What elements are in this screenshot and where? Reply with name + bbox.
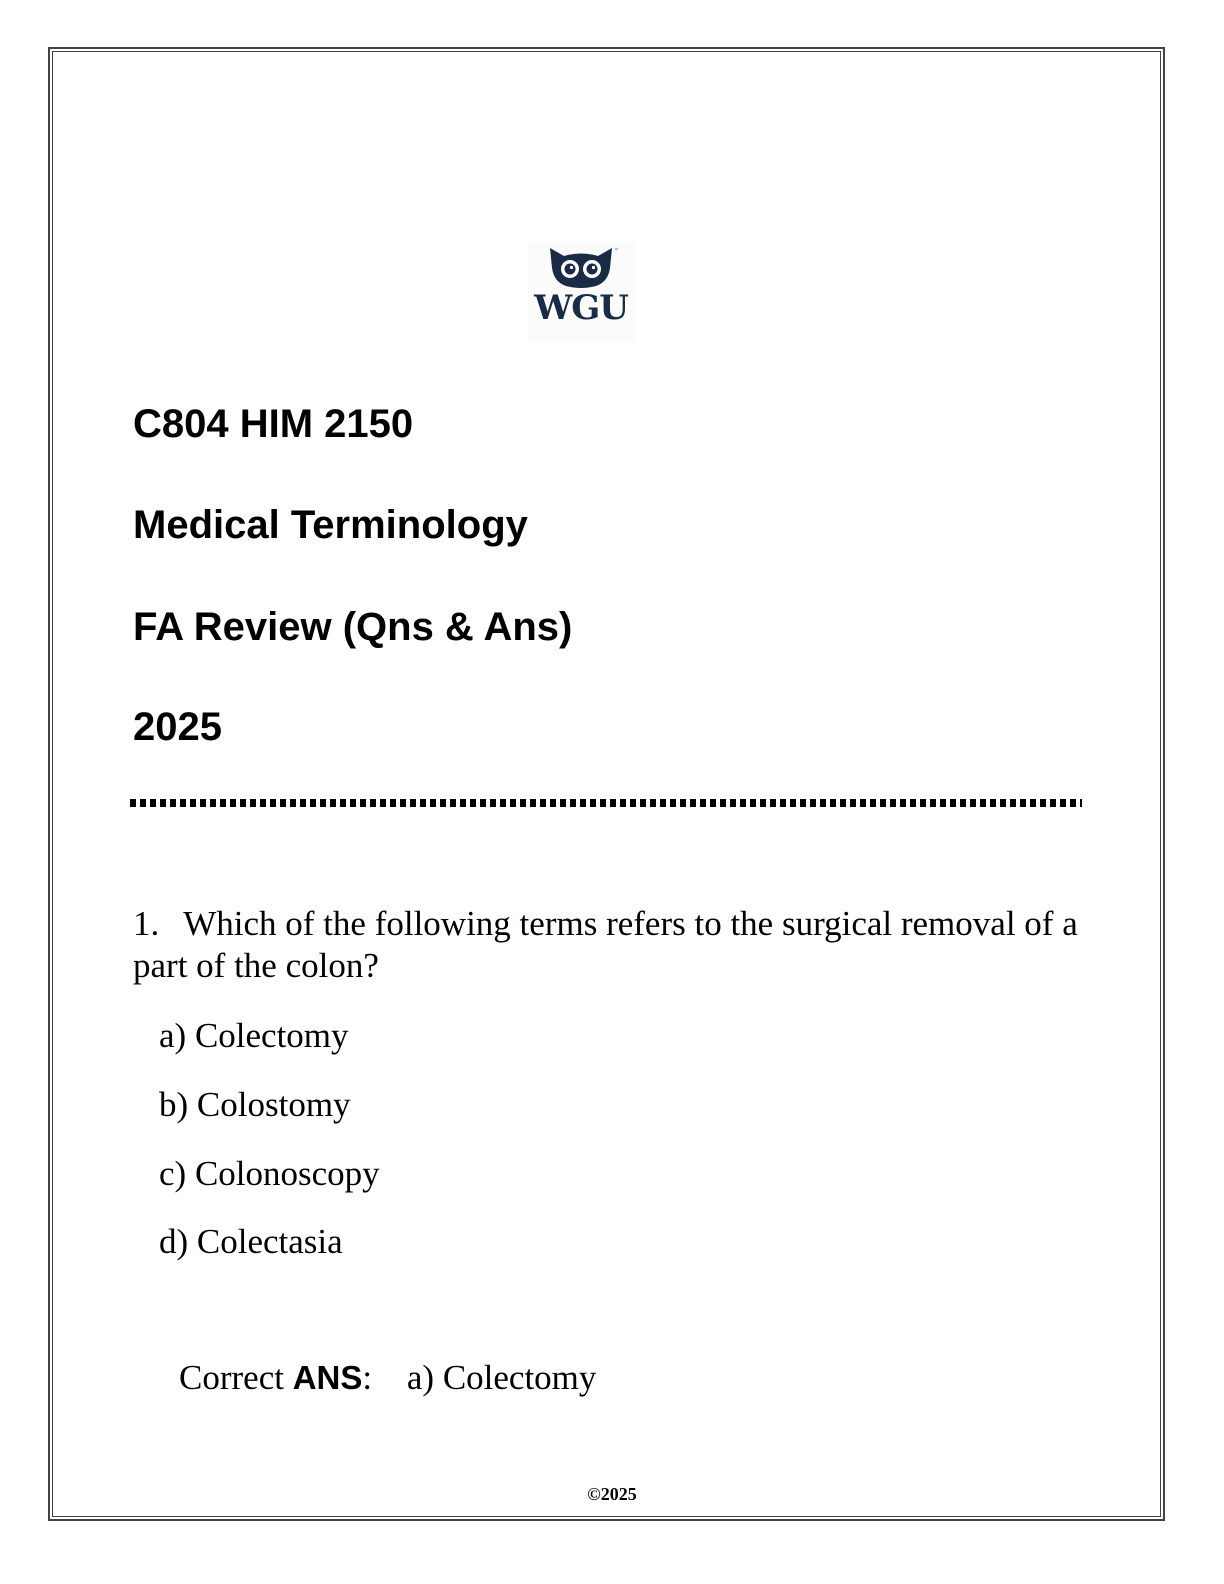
year-heading: 2025: [133, 705, 222, 749]
wgu-logo: [528, 242, 636, 342]
question-stem: Which of the following terms refers to the surgical removal of a part of the colon?: [133, 904, 1078, 985]
answer-colon: :: [362, 1358, 373, 1397]
svg-text:™: ™: [614, 248, 619, 254]
option-b: b) Colostomy: [159, 1085, 351, 1124]
answer-value: a) Colectomy: [406, 1358, 597, 1397]
copyright-footer: ©2025: [587, 1484, 637, 1504]
option-a: a) Colectomy: [159, 1016, 349, 1055]
dotted-divider: [130, 799, 1082, 807]
subject-heading: Medical Terminology: [133, 503, 528, 547]
correct-answer: [179, 1357, 596, 1399]
option-c: c) Colonoscopy: [159, 1154, 380, 1193]
option-d: d) Colectasia: [159, 1222, 343, 1261]
answer-label: ANS: [292, 1359, 363, 1396]
review-heading: FA Review (Qns & Ans): [133, 605, 573, 649]
question-text: [133, 903, 1093, 987]
course-code-heading: C804 HIM 2150: [133, 402, 414, 446]
owl-icon: [528, 242, 634, 290]
logo-wordmark: WGU: [534, 288, 628, 328]
question-number: 1.: [133, 904, 160, 943]
answer-prefix: Correct: [179, 1358, 284, 1397]
